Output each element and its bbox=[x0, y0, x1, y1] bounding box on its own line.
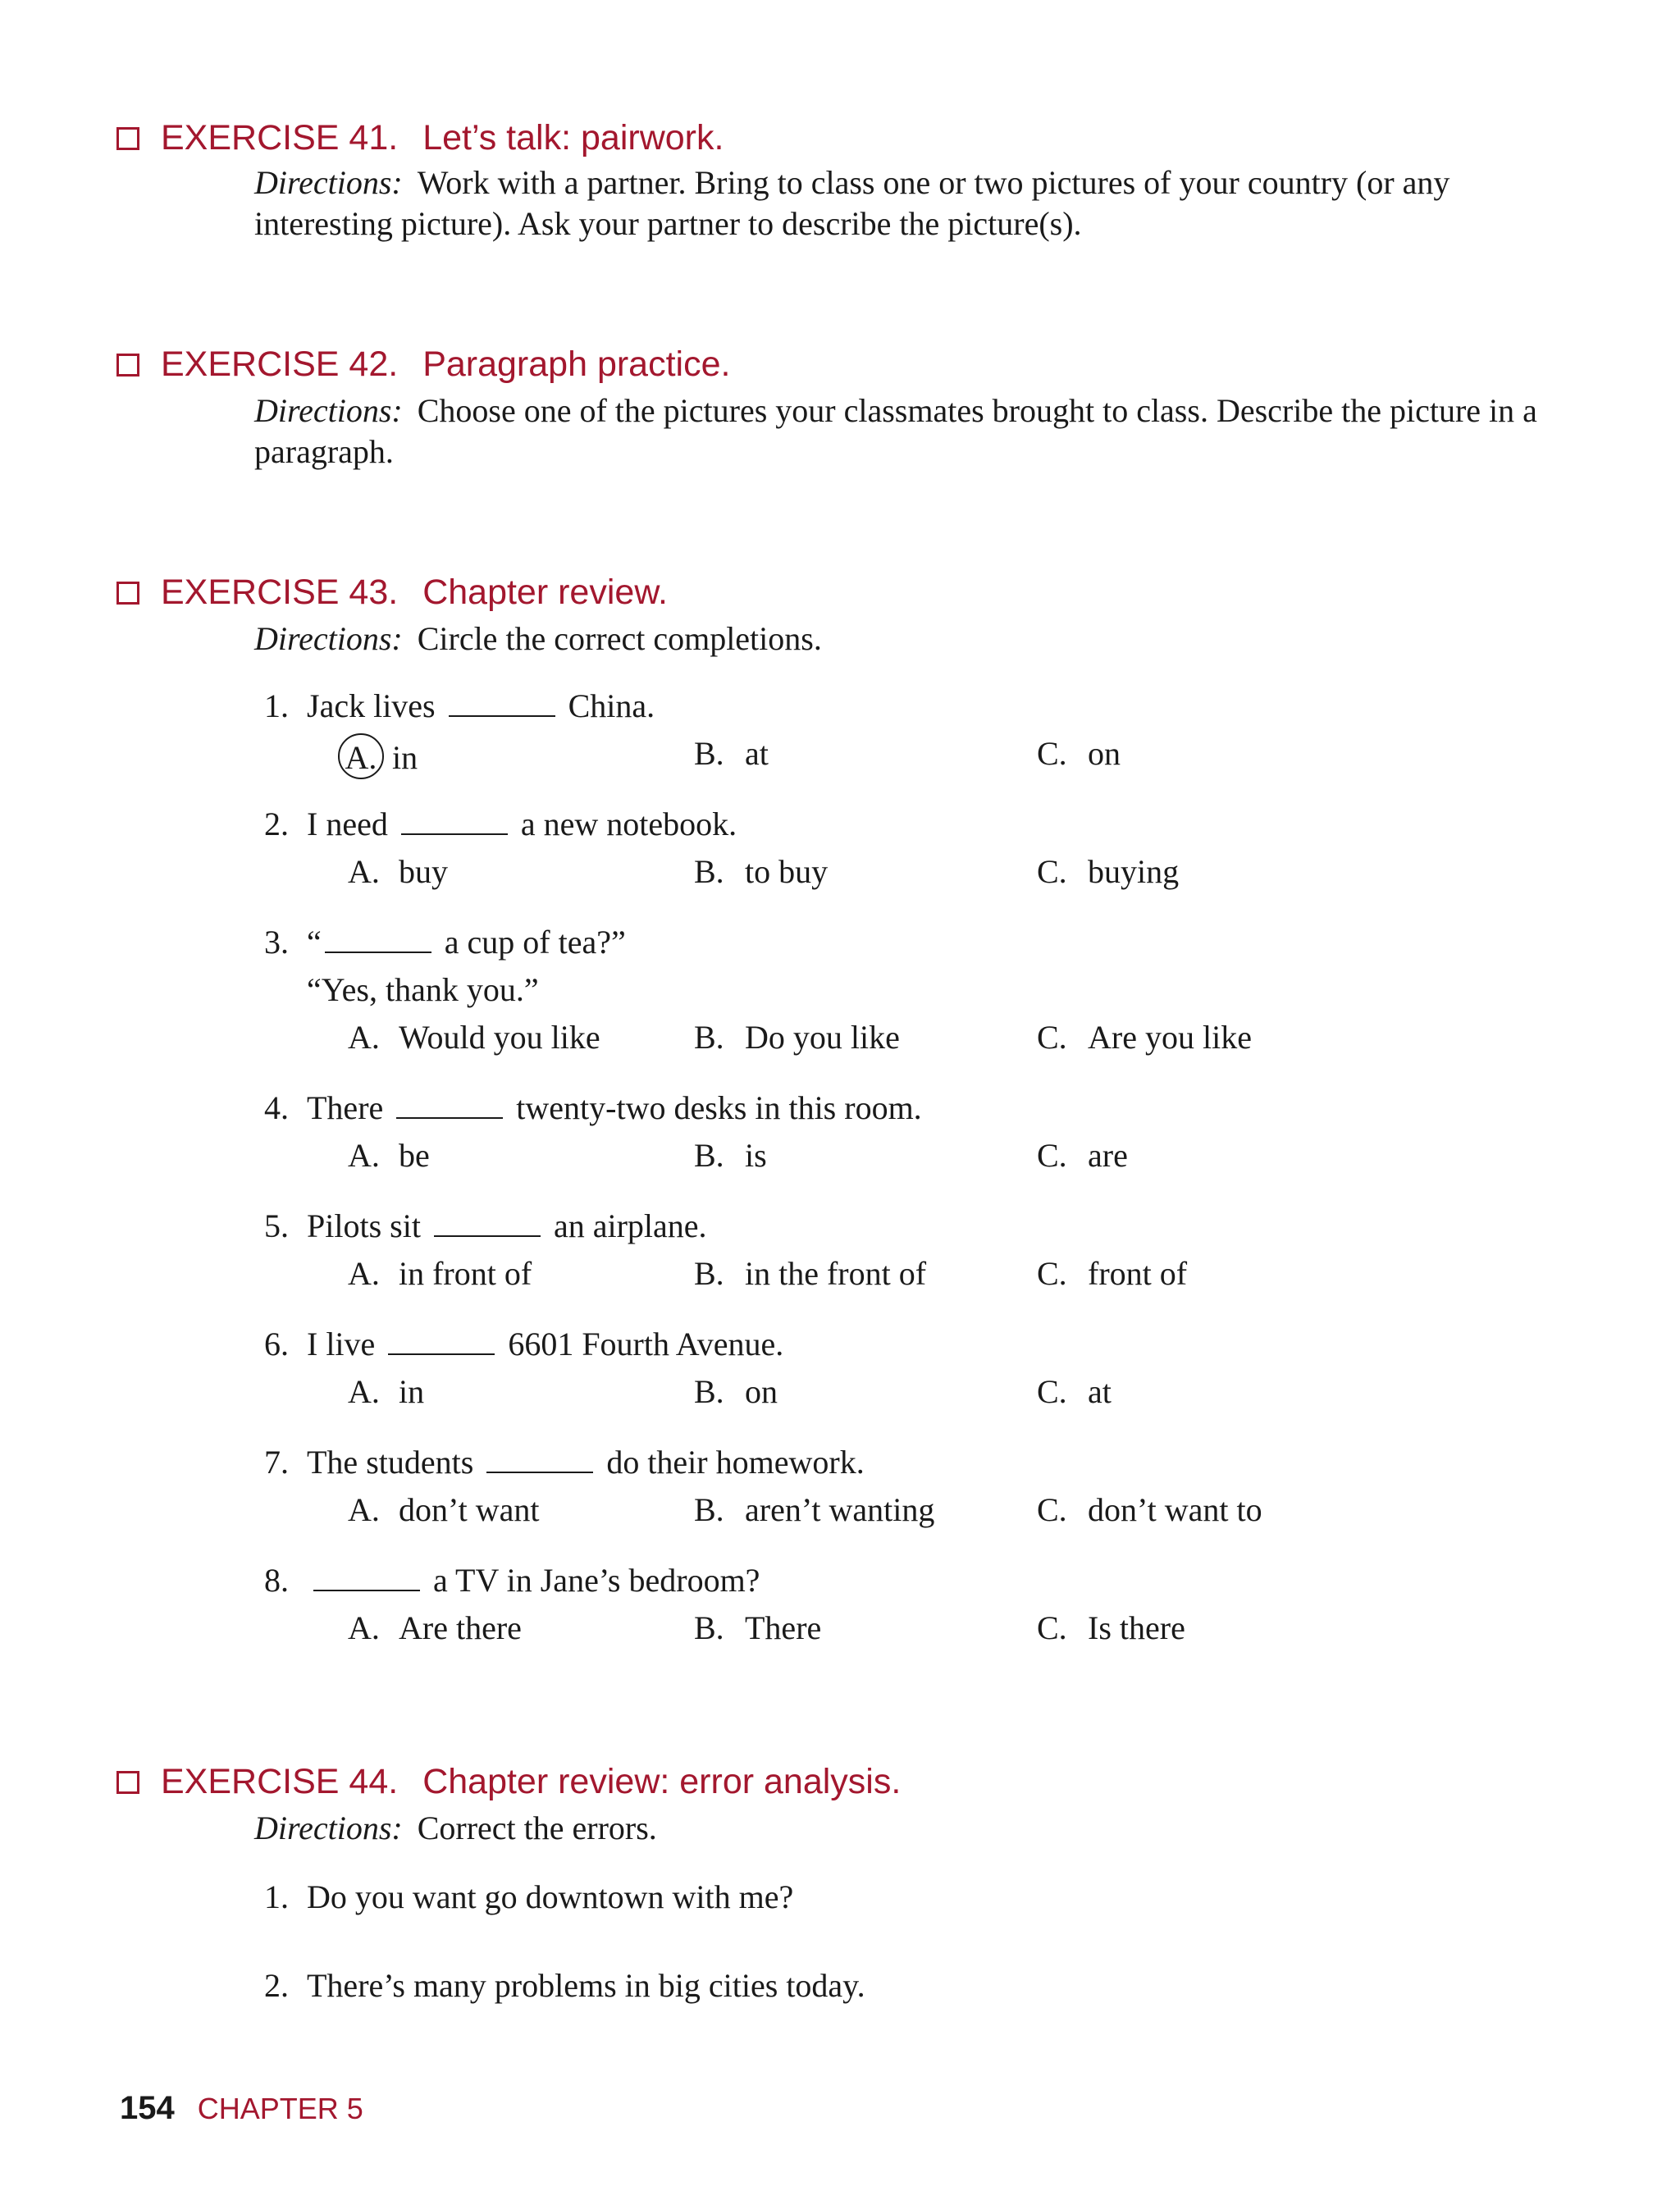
option-text: There bbox=[745, 1609, 822, 1646]
directions-text: Work with a partner. Bring to class one or two pictures of your country (or any interesting picture). Ask your partner to describe the picture(s). bbox=[254, 164, 1450, 242]
option-letter: C. bbox=[1037, 853, 1067, 890]
question-number: 8. bbox=[264, 1562, 289, 1599]
review-question-8 bbox=[264, 1560, 760, 1601]
question-text-after: a TV in Jane’s bedroom? bbox=[433, 1562, 760, 1599]
error-sentence-1 bbox=[264, 1877, 793, 1918]
exercise-41-header bbox=[116, 118, 724, 158]
exercise-43-title: Chapter review. bbox=[422, 573, 668, 612]
directions-text: Circle the correct completions. bbox=[417, 620, 822, 657]
option-c[interactable] bbox=[1037, 1490, 1262, 1531]
option-b[interactable] bbox=[694, 1135, 767, 1176]
review-question-4 bbox=[264, 1088, 922, 1129]
question-text-before: “ bbox=[307, 924, 322, 961]
option-text: on bbox=[745, 1373, 778, 1410]
option-c[interactable] bbox=[1037, 851, 1179, 892]
directions-text: Choose one of the pictures your classmates brought to class. Describe the picture in a paragraph. bbox=[254, 392, 1537, 470]
option-b[interactable] bbox=[694, 733, 769, 774]
question-text-after: a new notebook. bbox=[520, 805, 737, 842]
answer-blank[interactable] bbox=[486, 1471, 593, 1473]
error-sentence-2 bbox=[264, 1965, 865, 2006]
exercise-41-directions bbox=[254, 162, 1567, 244]
answer-blank[interactable] bbox=[449, 714, 555, 717]
review-question-3-reply bbox=[307, 970, 539, 1011]
option-a[interactable] bbox=[348, 1371, 424, 1412]
exercise-41-checkbox[interactable] bbox=[116, 127, 139, 150]
option-a[interactable] bbox=[345, 733, 418, 779]
option-text: in bbox=[399, 1373, 425, 1410]
directions-text: Correct the errors. bbox=[417, 1809, 657, 1846]
question-reply-text: “Yes, thank you.” bbox=[307, 971, 539, 1008]
option-text: Do you like bbox=[745, 1019, 900, 1056]
answer-blank[interactable] bbox=[388, 1353, 495, 1355]
option-letter: B. bbox=[694, 1137, 724, 1174]
review-question-2 bbox=[264, 804, 737, 845]
option-letter: C. bbox=[1037, 1255, 1067, 1292]
exercise-42-number: EXERCISE 42. bbox=[161, 345, 399, 384]
sentence-number: 1. bbox=[264, 1878, 289, 1915]
option-b[interactable] bbox=[694, 1253, 926, 1294]
option-text: on bbox=[1088, 735, 1121, 772]
review-question-6 bbox=[264, 1324, 783, 1365]
review-question-5 bbox=[264, 1206, 707, 1247]
question-text-after: 6601 Fourth Avenue. bbox=[508, 1326, 784, 1362]
option-c[interactable] bbox=[1037, 1017, 1252, 1058]
directions-label: Directions: bbox=[254, 620, 403, 657]
exercise-44-directions bbox=[254, 1808, 1567, 1849]
question-text-before: The students bbox=[307, 1444, 474, 1481]
exercise-42-directions bbox=[254, 390, 1567, 472]
option-letter: A. bbox=[348, 1255, 380, 1292]
page-footer bbox=[120, 2090, 363, 2127]
option-letter: C. bbox=[1037, 1137, 1067, 1174]
option-letter: B. bbox=[694, 1019, 724, 1056]
question-text-after: China. bbox=[568, 687, 655, 724]
option-text: front of bbox=[1088, 1255, 1188, 1292]
option-text: in bbox=[392, 739, 418, 776]
option-letter: B. bbox=[694, 1255, 724, 1292]
option-letter: C. bbox=[1037, 1019, 1067, 1056]
option-text: is bbox=[745, 1137, 767, 1174]
sentence-text: There’s many problems in big cities today. bbox=[307, 1967, 865, 2004]
option-text: aren’t wanting bbox=[745, 1491, 935, 1528]
answer-blank[interactable] bbox=[401, 833, 508, 835]
exercise-43-header bbox=[116, 573, 668, 613]
option-letter: C. bbox=[1037, 735, 1067, 772]
option-text: buying bbox=[1088, 853, 1180, 890]
option-letter: C. bbox=[1037, 1609, 1067, 1646]
exercise-44-checkbox[interactable] bbox=[116, 1771, 139, 1794]
answer-blank[interactable] bbox=[325, 951, 431, 953]
option-letter: B. bbox=[694, 735, 724, 772]
question-text-after: an airplane. bbox=[553, 1207, 707, 1244]
question-number: 4. bbox=[264, 1089, 289, 1126]
directions-label: Directions: bbox=[254, 164, 403, 201]
option-letter: A. bbox=[348, 1609, 380, 1646]
option-letter: A. bbox=[348, 853, 380, 890]
option-b[interactable] bbox=[694, 1608, 821, 1649]
exercise-43-checkbox[interactable] bbox=[116, 582, 139, 605]
exercise-44-header bbox=[116, 1762, 901, 1802]
option-text: are bbox=[1088, 1137, 1128, 1174]
question-text-before: There bbox=[307, 1089, 384, 1126]
option-text: don’t want to bbox=[1088, 1491, 1262, 1528]
option-c[interactable] bbox=[1037, 1608, 1185, 1649]
option-text: Are you like bbox=[1088, 1019, 1252, 1056]
option-b[interactable] bbox=[694, 851, 828, 892]
option-letter: A. bbox=[348, 1137, 380, 1174]
option-text: at bbox=[1088, 1373, 1112, 1410]
directions-label: Directions: bbox=[254, 392, 403, 429]
sentence-number: 2. bbox=[264, 1967, 289, 2004]
exercise-42-header bbox=[116, 345, 730, 385]
exercise-42-title: Paragraph practice. bbox=[422, 345, 731, 384]
question-number: 1. bbox=[264, 687, 289, 724]
option-text: Is there bbox=[1088, 1609, 1185, 1646]
exercise-41-number: EXERCISE 41. bbox=[161, 118, 399, 157]
question-number: 5. bbox=[264, 1207, 289, 1244]
option-text: at bbox=[745, 735, 769, 772]
option-b[interactable] bbox=[694, 1490, 934, 1531]
exercise-44-number: EXERCISE 44. bbox=[161, 1762, 399, 1801]
question-text-after: twenty-two desks in this room. bbox=[516, 1089, 922, 1126]
question-text-after: do their homework. bbox=[606, 1444, 865, 1481]
option-c[interactable] bbox=[1037, 1371, 1112, 1412]
option-text: buy bbox=[399, 853, 448, 890]
circled-answer-a: A. bbox=[338, 733, 384, 779]
option-c[interactable] bbox=[1037, 1253, 1187, 1294]
option-letter: C. bbox=[1037, 1491, 1067, 1528]
review-question-3 bbox=[264, 922, 626, 963]
exercise-44-title: Chapter review: error analysis. bbox=[422, 1762, 902, 1801]
option-text: in front of bbox=[399, 1255, 532, 1292]
directions-label: Directions: bbox=[254, 1809, 403, 1846]
exercise-43-number: EXERCISE 43. bbox=[161, 573, 399, 612]
exercise-42-checkbox[interactable] bbox=[116, 354, 139, 377]
review-question-1 bbox=[264, 686, 655, 727]
option-a[interactable] bbox=[348, 1017, 600, 1058]
option-letter: A. bbox=[348, 1491, 380, 1528]
option-text: be bbox=[399, 1137, 430, 1174]
option-letter: C. bbox=[1037, 1373, 1067, 1410]
question-number: 7. bbox=[264, 1444, 289, 1481]
question-text-before: Pilots sit bbox=[307, 1207, 421, 1244]
option-text: Would you like bbox=[399, 1019, 600, 1056]
option-letter: B. bbox=[694, 853, 724, 890]
sentence-text: Do you want go downtown with me? bbox=[307, 1878, 794, 1915]
question-text-before: I live bbox=[307, 1326, 376, 1362]
answer-blank[interactable] bbox=[396, 1116, 503, 1119]
option-a[interactable] bbox=[348, 1490, 539, 1531]
option-letter: A. bbox=[348, 1373, 380, 1410]
question-number: 6. bbox=[264, 1326, 289, 1362]
answer-blank[interactable] bbox=[434, 1234, 541, 1237]
question-text-before: I need bbox=[307, 805, 388, 842]
exercise-43-directions bbox=[254, 618, 1567, 659]
option-a[interactable] bbox=[348, 851, 448, 892]
option-text: Are there bbox=[399, 1609, 522, 1646]
option-c[interactable] bbox=[1037, 1135, 1128, 1176]
question-number: 3. bbox=[264, 924, 289, 961]
option-c[interactable] bbox=[1037, 733, 1121, 774]
option-a[interactable] bbox=[348, 1608, 522, 1649]
option-letter: B. bbox=[694, 1609, 724, 1646]
question-text-after: a cup of tea?” bbox=[444, 924, 626, 961]
option-text: to buy bbox=[745, 853, 829, 890]
exercise-41-title: Let’s talk: pairwork. bbox=[422, 118, 724, 157]
option-letter: A. bbox=[348, 1019, 380, 1056]
page-number: 154 bbox=[120, 2090, 175, 2126]
answer-blank[interactable] bbox=[313, 1589, 420, 1591]
chapter-label: CHAPTER 5 bbox=[197, 2092, 363, 2125]
option-letter: B. bbox=[694, 1373, 724, 1410]
option-text: in the front of bbox=[745, 1255, 927, 1292]
option-a[interactable] bbox=[348, 1253, 532, 1294]
option-b[interactable] bbox=[694, 1371, 778, 1412]
review-question-7 bbox=[264, 1442, 865, 1483]
question-number: 2. bbox=[264, 805, 289, 842]
option-letter: B. bbox=[694, 1491, 724, 1528]
option-text: don’t want bbox=[399, 1491, 540, 1528]
option-b[interactable] bbox=[694, 1017, 900, 1058]
option-a[interactable] bbox=[348, 1135, 430, 1176]
question-text-before: Jack lives bbox=[307, 687, 436, 724]
